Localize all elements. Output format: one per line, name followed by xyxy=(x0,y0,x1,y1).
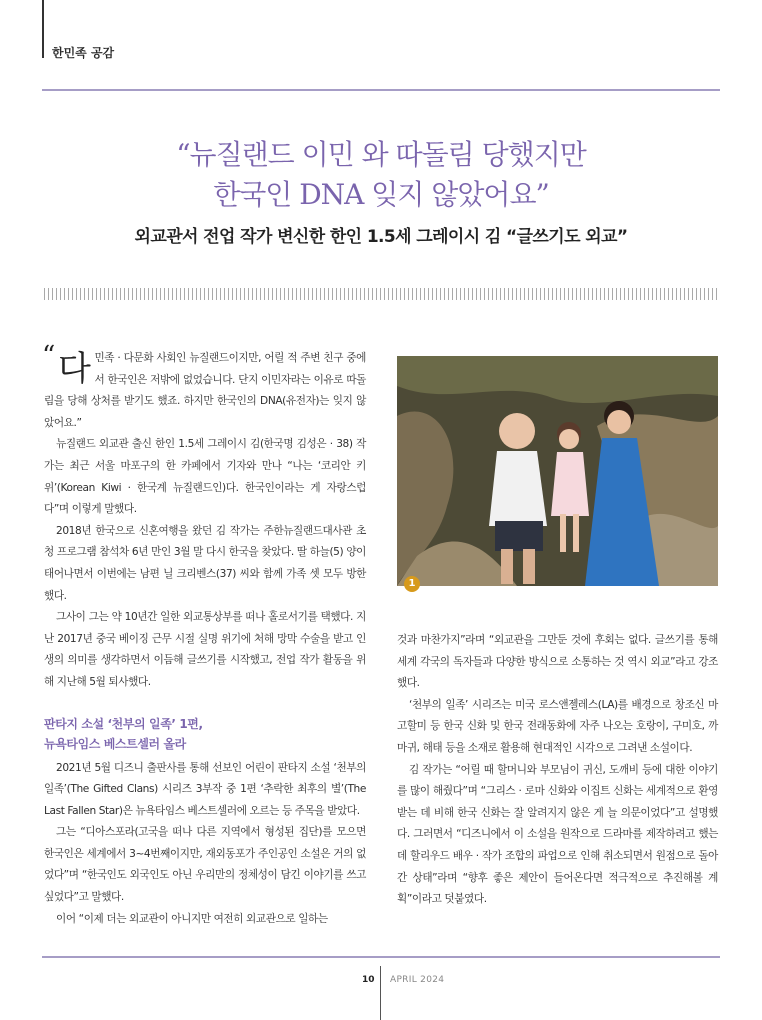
footer-vertical-rule xyxy=(380,966,381,1020)
paragraph-2: 뉴질랜드 외교관 출신 한인 1.5세 그레이시 김(한국명 김성은 · 38) 작가는 최근 서울 마포구의 한 카페에서 기자와 만나 “나는 ‘코리안 키위’(Korean Kiwi · 한국계 뉴질랜드인)다. 한국인이라는 게 자랑스럽다”며 이렇게 말했다. xyxy=(44,438,366,516)
left-article-column xyxy=(42,341,366,930)
family-photo xyxy=(397,356,718,586)
bottom-divider xyxy=(42,956,720,958)
decorative-barcode-rule xyxy=(44,288,720,300)
top-vertical-rule xyxy=(42,0,44,58)
paragraph-10: 김 작가는 “어릴 때 할머니와 부모님이 귀신, 도깨비 등에 대한 이야기를 많이 해줬다”며 “그리스 · 로마 신화와 이집트 신화는 세계적으로 환영받는 데 비해 한국 신화는 잘 알려지지 않은 게 늘 의문이었다”고 설명했다. 그러면서 “디즈니에서 이 소설을 원작으로 드라마를 제작하려고 했는데 할리우드 배우 · 작가 조합의 파업으로 인해 취소되면서 원점으로 돌아간 상태”라며 “향후 좋은 제안이 들어온다면 적극적으로 추진해볼 계획”이라고 덧붙였다. xyxy=(397,763,718,906)
section-label: 한민족 공감 xyxy=(52,46,115,60)
open-quote-mark: “ xyxy=(42,341,55,371)
paragraph-7: 이어 “이제 더는 외교관이 아니지만 여전히 외교관으로 일하는 xyxy=(56,912,328,925)
section-subheading xyxy=(44,714,366,754)
headline-line-2: 한국인 DNA 잊지 않았어요” xyxy=(213,178,549,211)
paragraph-8: 것과 마찬가지”라며 “외교관을 그만둔 것에 후회는 없다. 글쓰기를 통해 세계 각국의 독자들과 다양한 방식으로 소통하는 것 역시 외교”라고 강조했다. xyxy=(397,634,718,690)
top-divider xyxy=(42,89,720,91)
paragraph-3: 2018년 한국으로 신혼여행을 왔던 김 작가는 주한뉴질랜드대사관 초청 프로그램 참석차 6년 만인 3월 말 다시 한국을 찾았다. 딸 하늘(5) 양이 태어나면서 이번에는 남편 닐 크리벤스(37) 씨와 함께 가족 셋 모두 방한했다. xyxy=(44,524,366,602)
opening-paragraph xyxy=(42,341,366,434)
headline-line-1: “뉴질랜드 이민 와 따돌림 당했지만 xyxy=(176,138,586,171)
dropcap: 다 xyxy=(58,349,91,389)
paragraph-5: 2021년 5월 디즈니 출판사를 통해 선보인 어린이 판타지 소설 ‘천부의 일족’(The Gifted Clans) 시리즈 3부작 중 1편 ‘추락한 최후의 별’(The Last Fallen Star)은 뉴욕타임스 베스트셀러에 오르는 등 주목을 받았다. xyxy=(44,761,366,817)
right-article-column xyxy=(397,630,718,911)
paragraph-6: 그는 “디아스포라(고국을 떠나 다른 지역에서 형성된 집단)를 모으면 한국인은 세계에서 3~4번째이지만, 재외동포가 주인공인 소설은 거의 없었다”며 “한국인도 외국인도 아닌 우리만의 정체성이 담긴 이야기를 쓰고 싶었다”고 말했다. xyxy=(44,826,366,904)
subheading-line-1: 판타지 소설 ‘천부의 일족’ 1편, xyxy=(44,716,203,731)
page-number: 10 xyxy=(362,975,375,985)
subheading-line-2: 뉴욕타임스 베스트셀러 올라 xyxy=(44,736,186,751)
paragraph-9: ‘천부의 일족’ 시리즈는 미국 로스앤젤레스(LA)를 배경으로 창조신 마고할미 등 한국 신화 및 한국 전래동화에 자주 나오는 호랑이, 구미호, 까마귀, 해태 등을 소재로 활용해 현대적인 시각으로 그려낸 소설이다. xyxy=(397,698,718,754)
paragraph-1: 민족 · 다문화 사회인 뉴질랜드이지만, 어릴 적 주변 친구 중에서 한국인은 저밖에 없었습니다. 단지 이민자라는 이유로 따돌림을 당해 상처를 받기도 했죠. 하지만 한국인의 DNA(유전자)는 잊지 않았어요.” xyxy=(44,352,366,429)
family-photo-illustration xyxy=(397,356,718,586)
paragraph-4: 그사이 그는 약 10년간 일한 외교통상부를 떠나 홀로서기를 택했다. 지난 2017년 중국 베이징 근무 시절 실명 위기에 처해 망막 수술을 받고 인생의 의미를 생각하면서 이듬해 글쓰기를 시작했고, 전업 작가 활동을 위해 지난해 5월 퇴사했다. xyxy=(44,611,366,688)
subheadline: 외교관서 전업 작가 변신한 한인 1.5세 그레이시 김 “글쓰기도 외교” xyxy=(134,227,628,247)
photo-number-badge: 1 xyxy=(404,576,420,592)
issue-label: APRIL 2024 xyxy=(390,975,445,985)
